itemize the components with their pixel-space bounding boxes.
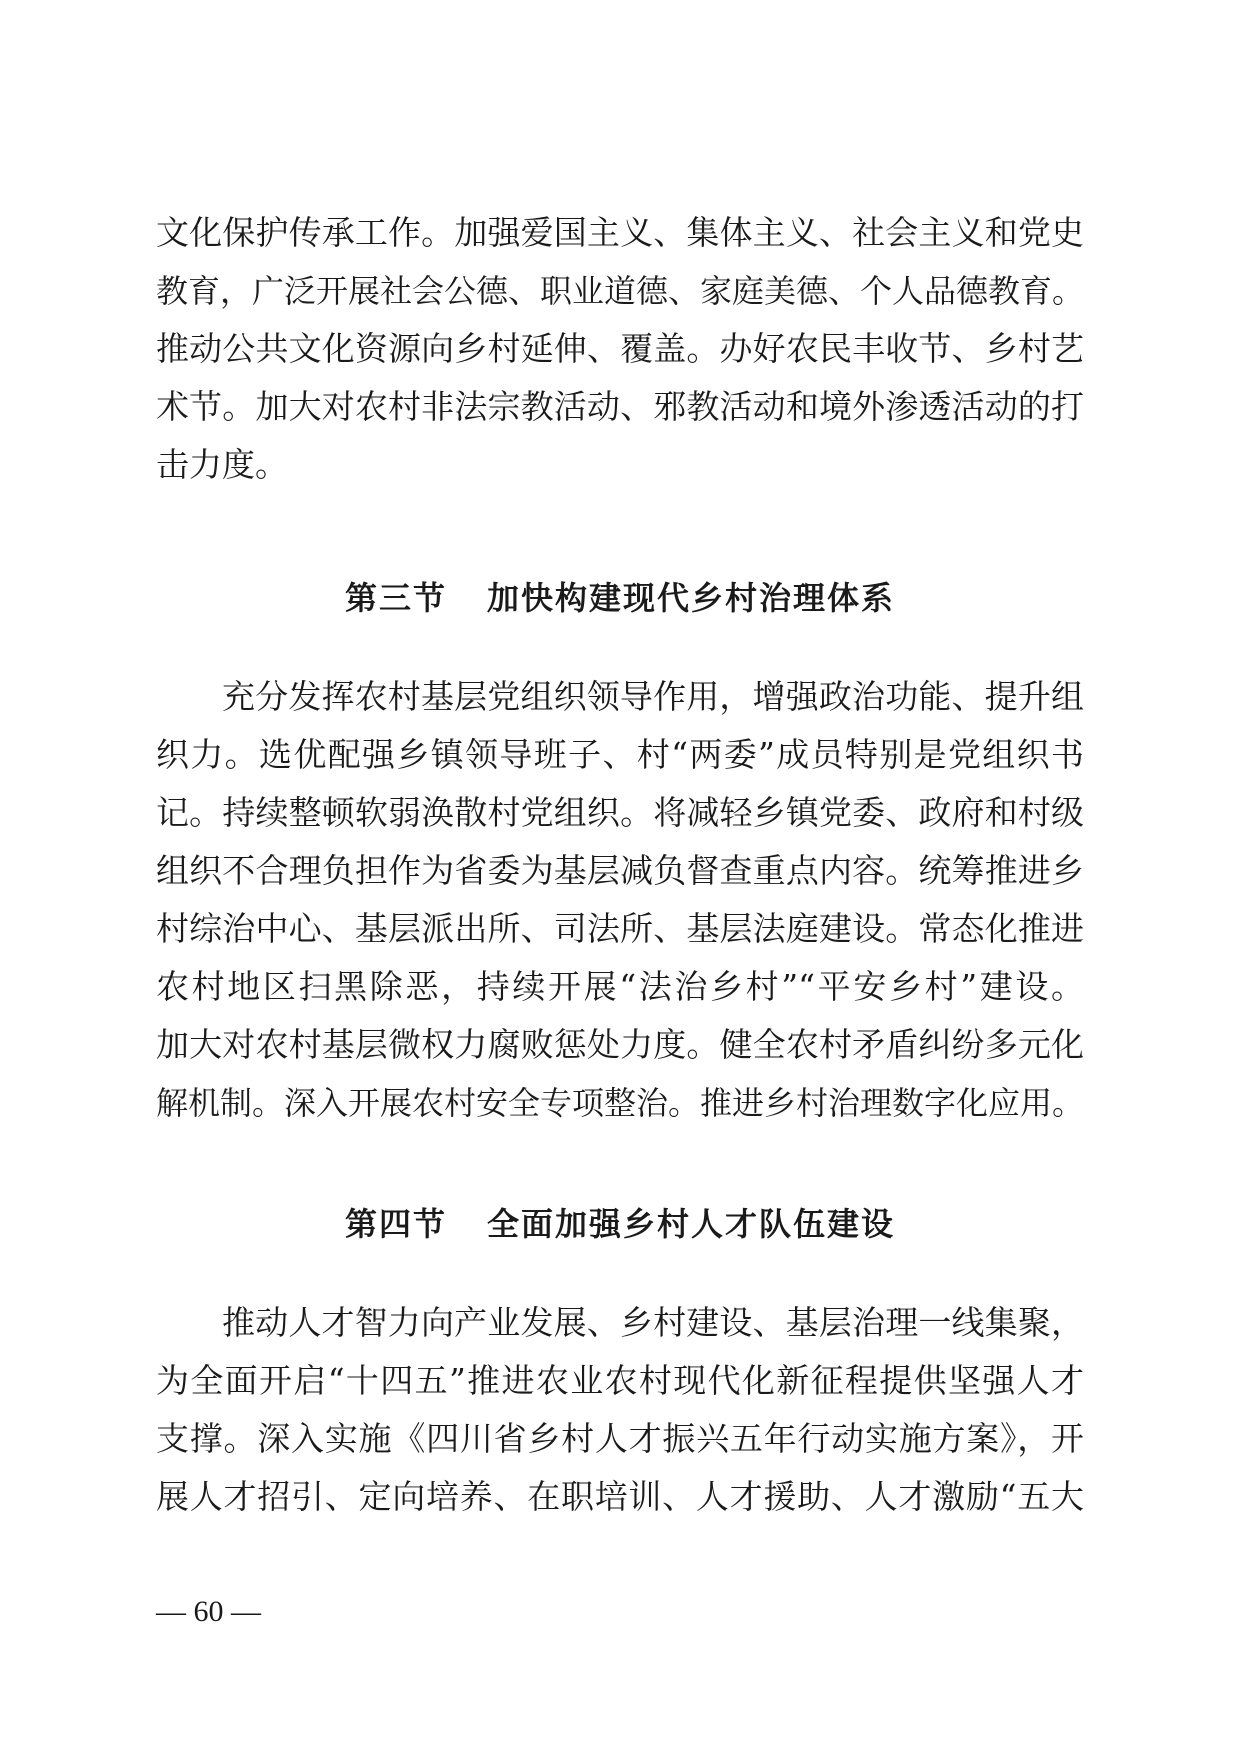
text-line: 组织不合理负担作为省委为基层减负督查重点内容。统筹推进乡	[156, 851, 1084, 890]
text-line: 记。持续整顿软弱涣散村党组织。将减轻乡镇党委、政府和村级	[156, 793, 1084, 832]
section-title: 加快构建现代乡村治理体系	[487, 579, 896, 617]
section-heading	[0, 1204, 1240, 1244]
section-heading	[0, 578, 1240, 618]
text-line: 推动人才智力向产业发展、乡村建设、基层治理一线集聚，	[222, 1303, 1084, 1342]
text-line: 加大对农村基层微权力腐败惩处力度。健全农村矛盾纠纷多元化	[156, 1025, 1084, 1064]
text-line: 充分发挥农村基层党组织领导作用，增强政治功能、提升组	[222, 677, 1084, 716]
text-line: 教育，广泛开展社会公德、职业道德、家庭美德、个人品德教育。	[156, 272, 1085, 310]
text-line: 农村地区扫黑除恶，持续开展“法治乡村”“平安乡村”建设。	[156, 967, 1084, 1006]
section-title: 全面加强乡村人才队伍建设	[487, 1205, 896, 1243]
page-number: — 60 —	[156, 1595, 261, 1628]
section-number: 第三节	[344, 579, 447, 617]
text-line: 村综治中心、基层派出所、司法所、基层法庭建设。常态化推进	[156, 909, 1084, 948]
text-line: 击力度。	[156, 445, 288, 484]
text-line: 解机制。深入开展农村安全专项整治。推进乡村治理数字化应用。	[156, 1084, 1085, 1122]
text-line: 织力。选优配强乡镇领导班子、村“两委”成员特别是党组织书	[156, 735, 1084, 774]
text-line: 为全面开启“十四五”推进农业农村现代化新征程提供坚强人才	[156, 1361, 1084, 1400]
text-line: 术节。加大对农村非法宗教活动、邪教活动和境外渗透活动的打	[156, 387, 1084, 426]
text-line: 展人才招引、定向培养、在职培训、人才援助、人才激励“五大	[156, 1477, 1084, 1516]
text-line: 文化保护传承工作。加强爱国主义、集体主义、社会主义和党史	[156, 213, 1084, 252]
text-line: 推动公共文化资源向乡村延伸、覆盖。办好农民丰收节、乡村艺	[156, 329, 1084, 368]
text-line: 支撑。深入实施《四川省乡村人才振兴五年行动实施方案》，开	[156, 1419, 1084, 1458]
section-number: 第四节	[344, 1205, 447, 1243]
